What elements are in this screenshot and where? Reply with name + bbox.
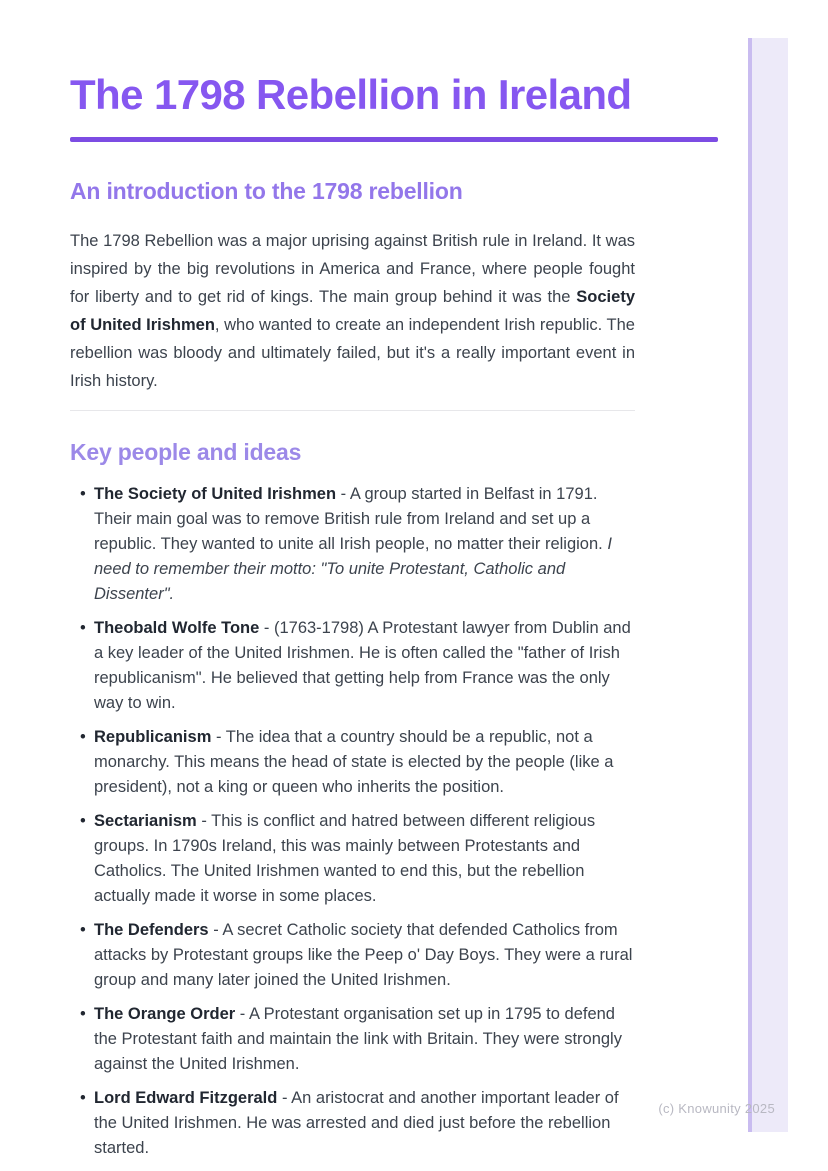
list-item-term: The Defenders xyxy=(94,921,209,939)
intro-text-before: The 1798 Rebellion was a major uprising against British rule in Ireland. It was inspired by the big revolutions in America and France, where people fought for liberty and to get rid of kings. The main group behind it was the xyxy=(70,232,635,306)
title-underline-rule xyxy=(70,137,718,142)
list-item-term: The Society of United Irishmen xyxy=(94,485,337,503)
list-item xyxy=(94,725,635,800)
list-item xyxy=(94,616,635,716)
side-decoration-panel xyxy=(748,38,788,1132)
list-item-description: An aristocrat and another important leader of the United Irishmen. He was arrested and died just before the rebellion started. xyxy=(94,1089,619,1157)
list-item-separator: - xyxy=(211,728,226,746)
list-item-separator: - xyxy=(259,619,274,637)
list-item xyxy=(94,482,635,607)
list-item xyxy=(94,1086,635,1161)
list-item-description: The idea that a country should be a republic, not a monarchy. This means the head of state is elected by the people (like a president), not a king or queen who inherits the position. xyxy=(94,728,614,796)
list-item-term: The Orange Order xyxy=(94,1005,236,1023)
intro-section-heading: An introduction to the 1798 rebellion xyxy=(70,178,463,204)
list-item-separator: - xyxy=(196,812,212,830)
key-section-heading: Key people and ideas xyxy=(70,439,302,465)
intro-paragraph xyxy=(70,227,635,395)
list-item-description: A secret Catholic society that defended Catholics from attacks by Protestant groups like the Peep o' Day Boys. They were a rural group and many later joined the United Irishmen. xyxy=(94,921,633,989)
copyright-footer: (c) Knowunity 2025 xyxy=(658,1101,775,1116)
section-divider xyxy=(70,410,635,411)
list-item-term: Theobald Wolfe Tone xyxy=(94,619,260,637)
list-item-description: This is conflict and hatred between different religious groups. In 1790s Ireland, this was mainly between Protestants and Catholics. The United Irishmen wanted to end this, but the rebellion actually made it worse in some places. xyxy=(94,812,596,905)
list-item-separator: - xyxy=(277,1089,292,1107)
list-item-description: (1763-1798) A Protestant lawyer from Dublin and a key leader of the United Irishmen. He is often called the "father of Irish republicanism". He believed that getting help from France was the only way to win. xyxy=(94,619,631,712)
list-item xyxy=(94,809,635,909)
list-item-term: Republicanism xyxy=(94,728,212,746)
intro-bold-term: Society of United Irishmen xyxy=(70,288,635,334)
list-item-description: A group started in Belfast in 1791. Their main goal was to remove British rule from Ireland and set up a republic. They wanted to unite all Irish people, no matter their religion. xyxy=(94,485,608,553)
list-item-separator: - xyxy=(336,485,350,503)
list-item-note: I need to remember their motto: "To unite Protestant, Catholic and Dissenter". xyxy=(94,535,612,603)
list-item xyxy=(94,1002,635,1077)
list-item xyxy=(94,918,635,993)
page-title: The 1798 Rebellion in Ireland xyxy=(70,71,632,118)
document-content xyxy=(70,0,635,1170)
intro-text-after: , who wanted to create an independent Irish republic. The rebellion was bloody and ultimately failed, but it's a really important event in Irish history. xyxy=(70,316,635,390)
key-people-list xyxy=(70,482,635,1161)
list-item-separator: - xyxy=(208,921,223,939)
list-item-description: A Protestant organisation set up in 1795 to defend the Protestant faith and maintain the link with Britain. They were strongly against the United Irishmen. xyxy=(94,1005,622,1073)
list-item-separator: - xyxy=(235,1005,249,1023)
list-item-term: Sectarianism xyxy=(94,812,197,830)
list-item-term: Lord Edward Fitzgerald xyxy=(94,1089,278,1107)
